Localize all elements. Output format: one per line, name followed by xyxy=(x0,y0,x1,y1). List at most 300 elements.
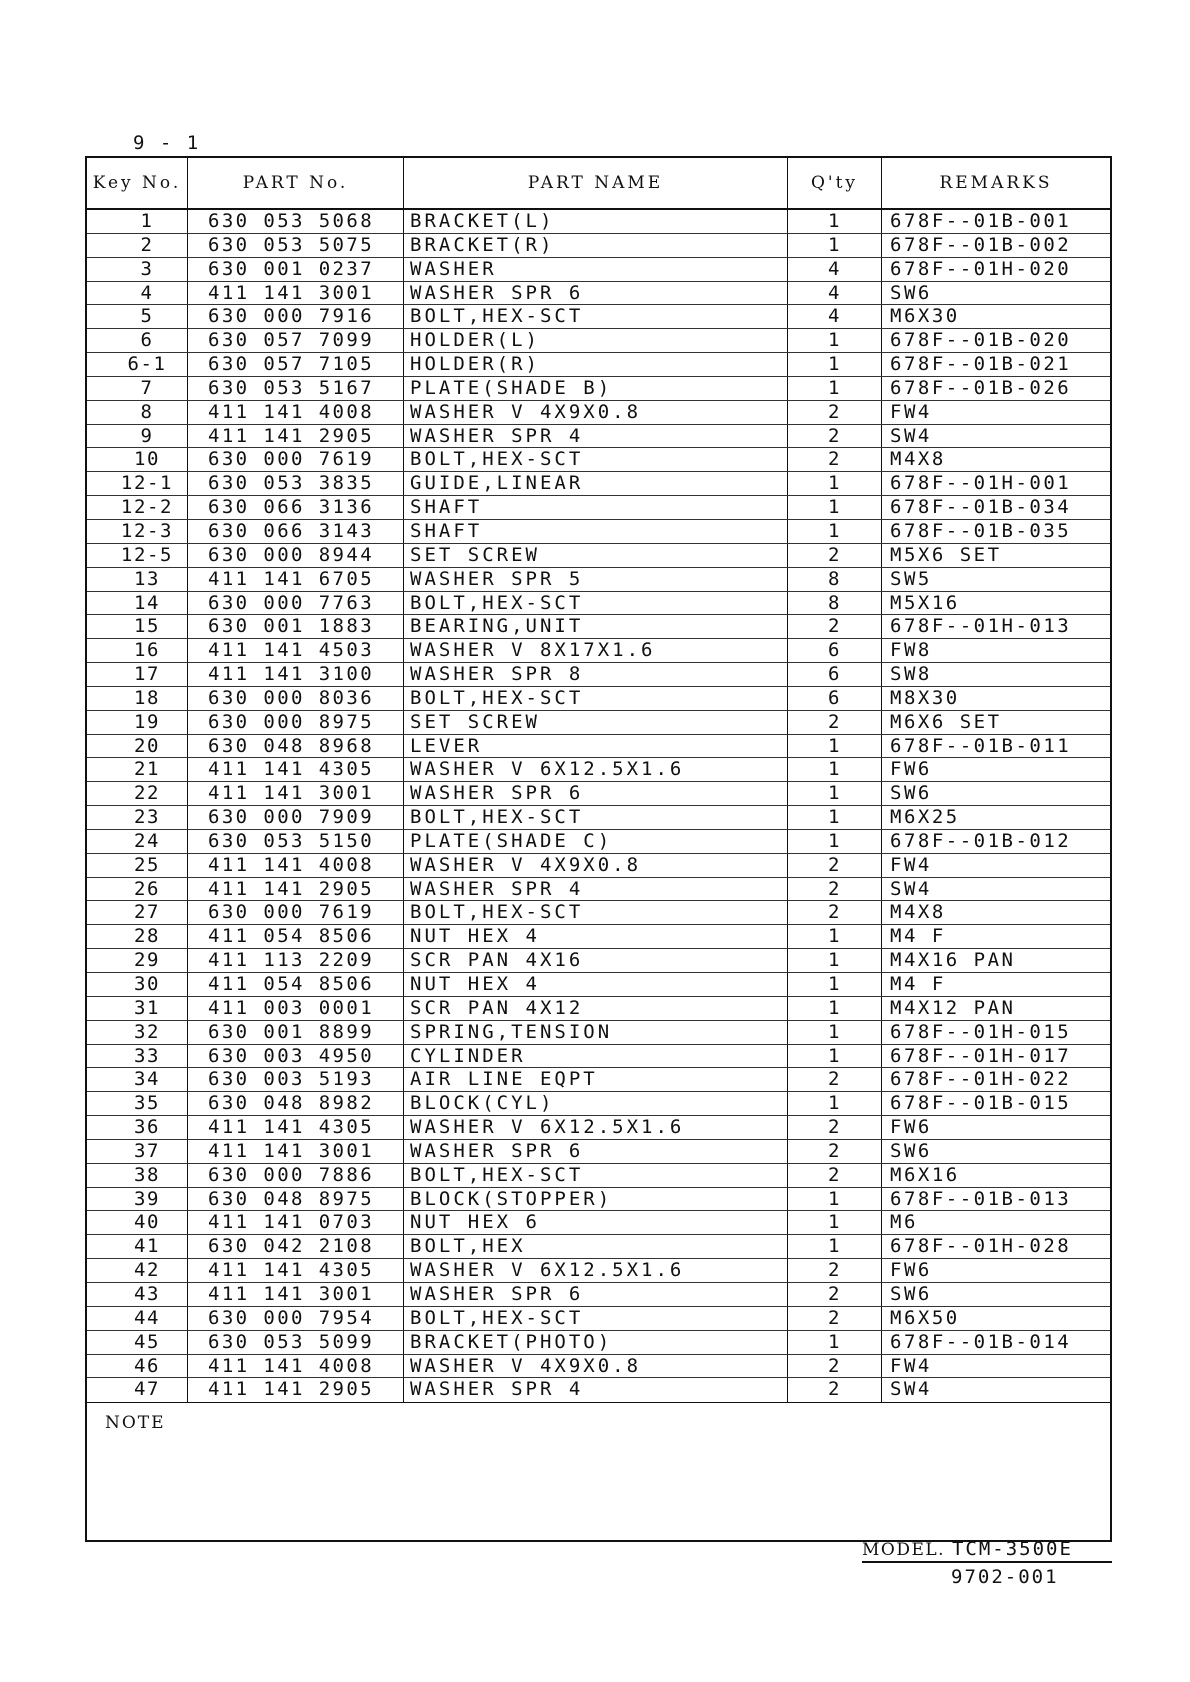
qty-cell: 2 xyxy=(788,878,882,901)
part-no-cell: 630 000 7886 xyxy=(188,1164,404,1187)
qty-cell: 2 xyxy=(788,401,882,424)
document-code: 9702-001 xyxy=(951,1566,1059,1588)
part-name-cell: SPRING,TENSION xyxy=(404,1021,788,1044)
remarks-cell: 678F--01B-034 xyxy=(890,496,1072,519)
part-name-cell: WASHER SPR 8 xyxy=(404,663,788,686)
key-no-cell: 42 xyxy=(87,1259,188,1282)
remarks-cell: M4X12 PAN xyxy=(890,996,1016,1019)
remarks-cell: M4 F xyxy=(890,925,946,948)
part-name-cell: NUT HEX 6 xyxy=(404,1211,788,1234)
remarks-cell: SW6 xyxy=(890,782,932,805)
qty-cell: 1 xyxy=(788,735,882,758)
qty-cell: 8 xyxy=(788,592,882,615)
part-no-cell: 630 000 7916 xyxy=(188,305,404,328)
part-no-cell: 411 113 2209 xyxy=(188,949,404,972)
remarks-cell: FW8 xyxy=(890,639,932,662)
part-no-cell: 411 141 3100 xyxy=(188,663,404,686)
parts-list-table xyxy=(85,156,1112,1542)
part-no-cell: 411 141 4008 xyxy=(188,1355,404,1378)
table-row xyxy=(87,1235,1110,1259)
part-name-cell: WASHER V 4X9X0.8 xyxy=(404,1355,788,1378)
table-row xyxy=(87,1211,1110,1235)
qty-cell: 2 xyxy=(788,615,882,638)
part-name-cell: LEVER xyxy=(404,735,788,758)
part-name-cell: WASHER V 8X17X1.6 xyxy=(404,639,788,662)
remarks-cell: 678F--01H-013 xyxy=(890,615,1072,638)
key-no-cell: 31 xyxy=(87,997,188,1020)
part-name-cell: BOLT,HEX-SCT xyxy=(404,687,788,710)
part-no-cell: 630 048 8975 xyxy=(188,1188,404,1211)
remarks-cell: 678F--01B-014 xyxy=(890,1330,1072,1353)
qty-cell: 1 xyxy=(788,1092,882,1115)
qty-cell: 8 xyxy=(788,568,882,591)
table-row xyxy=(87,520,1110,544)
qty-cell: 2 xyxy=(788,1164,882,1187)
part-no-cell: 630 066 3136 xyxy=(188,496,404,519)
key-no-cell: 26 xyxy=(87,878,188,901)
remarks-cell: FW6 xyxy=(890,1259,932,1282)
qty-cell: 1 xyxy=(788,1211,882,1234)
remarks-cell: FW6 xyxy=(890,1116,932,1139)
part-name-cell: SCR PAN 4X12 xyxy=(404,997,788,1020)
key-no-cell: 28 xyxy=(87,925,188,948)
remarks-cell: 678F--01H-017 xyxy=(890,1044,1072,1067)
part-name-cell: PLATE(SHADE C) xyxy=(404,830,788,853)
part-no-cell: 630 053 5150 xyxy=(188,830,404,853)
qty-cell: 2 xyxy=(788,1116,882,1139)
part-no-cell: 411 141 4008 xyxy=(188,854,404,877)
part-no-cell: 630 000 8975 xyxy=(188,711,404,734)
key-no-cell: 24 xyxy=(87,830,188,853)
remarks-cell: 678F--01B-021 xyxy=(890,353,1072,376)
key-no-cell: 43 xyxy=(87,1283,188,1306)
table-row xyxy=(87,1140,1110,1164)
remarks-cell: 678F--01B-002 xyxy=(890,233,1072,256)
qty-cell: 6 xyxy=(788,687,882,710)
key-no-cell: 34 xyxy=(87,1068,188,1091)
remarks-cell: SW4 xyxy=(890,1378,932,1401)
note-area xyxy=(87,1403,1110,1540)
model-label: MODEL. xyxy=(862,1540,946,1560)
remarks-cell: SW4 xyxy=(890,877,932,900)
key-no-cell: 33 xyxy=(87,1045,188,1068)
qty-cell: 1 xyxy=(788,973,882,996)
key-no-cell: 32 xyxy=(87,1021,188,1044)
remarks-cell: SW6 xyxy=(890,1282,932,1305)
part-no-cell: 630 000 8944 xyxy=(188,544,404,567)
key-no-cell: 21 xyxy=(87,758,188,781)
part-name-cell: BRACKET(PHOTO) xyxy=(404,1331,788,1354)
remarks-cell: SW8 xyxy=(890,663,932,686)
table-row xyxy=(87,1068,1110,1092)
part-name-cell: BOLT,HEX-SCT xyxy=(404,806,788,829)
table-row xyxy=(87,1045,1110,1069)
qty-cell: 1 xyxy=(788,1235,882,1258)
qty-cell: 1 xyxy=(788,1021,882,1044)
remarks-cell: 678F--01B-020 xyxy=(890,329,1072,352)
table-row xyxy=(87,305,1110,329)
remarks-cell: 678F--01B-015 xyxy=(890,1092,1072,1115)
part-name-cell: WASHER SPR 4 xyxy=(404,878,788,901)
part-no-cell: 630 001 8899 xyxy=(188,1021,404,1044)
remarks-cell: M6X30 xyxy=(890,305,960,328)
part-name-cell: SHAFT xyxy=(404,520,788,543)
part-no-cell: 630 003 4950 xyxy=(188,1045,404,1068)
qty-cell: 1 xyxy=(788,925,882,948)
part-name-cell: BEARING,UNIT xyxy=(404,615,788,638)
remarks-cell: FW4 xyxy=(890,400,932,423)
table-row xyxy=(87,210,1110,234)
part-name-cell: WASHER V 6X12.5X1.6 xyxy=(404,1116,788,1139)
remarks-cell: M6X16 xyxy=(890,1163,960,1186)
part-name-cell: BLOCK(CYL) xyxy=(404,1092,788,1115)
qty-cell: 1 xyxy=(788,496,882,519)
qty-cell: 2 xyxy=(788,711,882,734)
table-row xyxy=(87,1355,1110,1379)
part-name-cell: WASHER SPR 6 xyxy=(404,1283,788,1306)
key-no-cell: 4 xyxy=(87,282,188,305)
qty-cell: 2 xyxy=(788,425,882,448)
remarks-cell: SW6 xyxy=(890,1139,932,1162)
table-row xyxy=(87,711,1110,735)
key-no-cell: 14 xyxy=(87,592,188,615)
key-no-cell: 47 xyxy=(87,1378,188,1402)
part-no-cell: 411 003 0001 xyxy=(188,997,404,1020)
key-no-cell: 10 xyxy=(87,448,188,471)
remarks-cell: SW5 xyxy=(890,567,932,590)
part-name-cell: BLOCK(STOPPER) xyxy=(404,1188,788,1211)
header-part-no: PART No. xyxy=(188,158,404,208)
key-no-cell: 7 xyxy=(87,377,188,400)
part-name-cell: WASHER SPR 4 xyxy=(404,1378,788,1402)
remarks-cell: FW4 xyxy=(890,853,932,876)
part-no-cell: 630 000 7763 xyxy=(188,592,404,615)
part-no-cell: 411 141 6705 xyxy=(188,568,404,591)
part-no-cell: 630 053 5167 xyxy=(188,377,404,400)
remarks-cell: 678F--01B-035 xyxy=(890,519,1072,542)
qty-cell: 1 xyxy=(788,1331,882,1354)
remarks-cell: M6X6 SET xyxy=(890,710,1002,733)
qty-cell: 2 xyxy=(788,901,882,924)
part-no-cell: 411 141 0703 xyxy=(188,1211,404,1234)
key-no-cell: 2 xyxy=(87,234,188,257)
part-no-cell: 630 001 0237 xyxy=(188,258,404,281)
key-no-cell: 3 xyxy=(87,258,188,281)
part-name-cell: HOLDER(R) xyxy=(404,353,788,376)
table-row xyxy=(87,663,1110,687)
key-no-cell: 20 xyxy=(87,735,188,758)
note-label: NOTE xyxy=(105,1413,166,1434)
remarks-cell: 678F--01H-020 xyxy=(890,257,1072,280)
part-no-cell: 411 141 4305 xyxy=(188,758,404,781)
qty-cell: 1 xyxy=(788,758,882,781)
part-no-cell: 630 057 7099 xyxy=(188,329,404,352)
key-no-cell: 30 xyxy=(87,973,188,996)
table-row xyxy=(87,997,1110,1021)
model-value: TCM-3500E xyxy=(951,1538,1073,1560)
qty-cell: 2 xyxy=(788,1355,882,1378)
part-name-cell: BOLT,HEX-SCT xyxy=(404,1164,788,1187)
key-no-cell: 8 xyxy=(87,401,188,424)
part-name-cell: WASHER SPR 5 xyxy=(404,568,788,591)
part-no-cell: 630 001 1883 xyxy=(188,615,404,638)
qty-cell: 2 xyxy=(788,1307,882,1330)
part-name-cell: WASHER V 4X9X0.8 xyxy=(404,854,788,877)
qty-cell: 2 xyxy=(788,1140,882,1163)
remarks-cell: 678F--01B-026 xyxy=(890,376,1072,399)
remarks-cell: 678F--01B-001 xyxy=(890,210,1072,232)
remarks-cell: 678F--01H-022 xyxy=(890,1068,1072,1091)
table-row xyxy=(87,1116,1110,1140)
table-row xyxy=(87,925,1110,949)
part-name-cell: WASHER V 6X12.5X1.6 xyxy=(404,758,788,781)
table-row xyxy=(87,1259,1110,1283)
part-name-cell: WASHER SPR 6 xyxy=(404,282,788,305)
part-name-cell: PLATE(SHADE B) xyxy=(404,377,788,400)
qty-cell: 1 xyxy=(788,997,882,1020)
qty-cell: 1 xyxy=(788,806,882,829)
table-row xyxy=(87,854,1110,878)
part-no-cell: 630 066 3143 xyxy=(188,520,404,543)
table-body xyxy=(87,210,1110,1403)
key-no-cell: 12-2 xyxy=(87,496,188,519)
key-no-cell: 27 xyxy=(87,901,188,924)
part-name-cell: SET SCREW xyxy=(404,544,788,567)
qty-cell: 1 xyxy=(788,210,882,233)
table-row xyxy=(87,687,1110,711)
key-no-cell: 29 xyxy=(87,949,188,972)
table-row xyxy=(87,329,1110,353)
table-row xyxy=(87,401,1110,425)
part-name-cell: SHAFT xyxy=(404,496,788,519)
table-row xyxy=(87,758,1110,782)
part-name-cell: NUT HEX 4 xyxy=(404,973,788,996)
key-no-cell: 46 xyxy=(87,1355,188,1378)
key-no-cell: 22 xyxy=(87,782,188,805)
table-row xyxy=(87,973,1110,997)
table-row xyxy=(87,949,1110,973)
part-name-cell: HOLDER(L) xyxy=(404,329,788,352)
qty-cell: 1 xyxy=(788,830,882,853)
key-no-cell: 6-1 xyxy=(87,353,188,376)
part-no-cell: 411 141 2905 xyxy=(188,425,404,448)
part-no-cell: 630 042 2108 xyxy=(188,1235,404,1258)
part-no-cell: 630 000 7909 xyxy=(188,806,404,829)
remarks-cell: M6X25 xyxy=(890,806,960,829)
table-row xyxy=(87,1164,1110,1188)
remarks-cell: 678F--01B-011 xyxy=(890,734,1072,757)
part-no-cell: 411 141 3001 xyxy=(188,782,404,805)
qty-cell: 2 xyxy=(788,1378,882,1402)
remarks-cell: 678F--01H-001 xyxy=(890,472,1072,495)
part-no-cell: 630 053 5068 xyxy=(188,210,404,233)
table-row xyxy=(87,878,1110,902)
table-row xyxy=(87,1021,1110,1045)
qty-cell: 2 xyxy=(788,1259,882,1282)
part-name-cell: WASHER V 6X12.5X1.6 xyxy=(404,1259,788,1282)
part-name-cell: WASHER SPR 6 xyxy=(404,782,788,805)
part-name-cell: WASHER xyxy=(404,258,788,281)
key-no-cell: 36 xyxy=(87,1116,188,1139)
key-no-cell: 6 xyxy=(87,329,188,352)
part-name-cell: BOLT,HEX-SCT xyxy=(404,1307,788,1330)
part-name-cell: CYLINDER xyxy=(404,1045,788,1068)
remarks-cell: M4X8 xyxy=(890,901,946,924)
remarks-cell: 678F--01H-015 xyxy=(890,1020,1072,1043)
table-row xyxy=(87,1331,1110,1355)
page-number: 9 - 1 xyxy=(133,132,201,154)
part-no-cell: 630 003 5193 xyxy=(188,1068,404,1091)
qty-cell: 1 xyxy=(788,353,882,376)
part-no-cell: 411 141 4503 xyxy=(188,639,404,662)
qty-cell: 2 xyxy=(788,1068,882,1091)
key-no-cell: 17 xyxy=(87,663,188,686)
part-name-cell: SET SCREW xyxy=(404,711,788,734)
part-name-cell: BOLT,HEX-SCT xyxy=(404,305,788,328)
remarks-cell: M8X30 xyxy=(890,686,960,709)
table-row xyxy=(87,592,1110,616)
qty-cell: 1 xyxy=(788,329,882,352)
part-name-cell: BOLT,HEX-SCT xyxy=(404,592,788,615)
qty-cell: 6 xyxy=(788,663,882,686)
header-qty: Q'ty xyxy=(788,158,882,208)
part-no-cell: 411 141 4305 xyxy=(188,1116,404,1139)
part-no-cell: 630 053 5075 xyxy=(188,234,404,257)
part-name-cell: SCR PAN 4X16 xyxy=(404,949,788,972)
table-header xyxy=(87,158,1110,210)
part-name-cell: BOLT,HEX xyxy=(404,1235,788,1258)
remarks-cell: SW6 xyxy=(890,281,932,304)
table-row xyxy=(87,544,1110,568)
key-no-cell: 16 xyxy=(87,639,188,662)
remarks-cell: M4X8 xyxy=(890,448,946,471)
table-row xyxy=(87,1283,1110,1307)
table-row xyxy=(87,282,1110,306)
qty-cell: 4 xyxy=(788,258,882,281)
part-name-cell: BRACKET(L) xyxy=(404,210,788,233)
remarks-cell: M4X16 PAN xyxy=(890,949,1016,972)
remarks-cell: 678F--01B-012 xyxy=(890,829,1072,852)
table-row xyxy=(87,1378,1110,1402)
part-name-cell: AIR LINE EQPT xyxy=(404,1068,788,1091)
part-no-cell: 411 141 2905 xyxy=(188,1378,404,1402)
key-no-cell: 15 xyxy=(87,615,188,638)
key-no-cell: 19 xyxy=(87,711,188,734)
part-no-cell: 411 054 8506 xyxy=(188,925,404,948)
table-row xyxy=(87,425,1110,449)
table-row xyxy=(87,472,1110,496)
remarks-cell: M6 xyxy=(890,1211,918,1234)
remarks-cell: M5X16 xyxy=(890,591,960,614)
key-no-cell: 38 xyxy=(87,1164,188,1187)
table-row xyxy=(87,496,1110,520)
header-key-no: Key No. xyxy=(87,158,188,208)
qty-cell: 2 xyxy=(788,1283,882,1306)
table-row xyxy=(87,806,1110,830)
key-no-cell: 12-1 xyxy=(87,472,188,495)
part-no-cell: 630 057 7105 xyxy=(188,353,404,376)
key-no-cell: 44 xyxy=(87,1307,188,1330)
part-no-cell: 411 141 4305 xyxy=(188,1259,404,1282)
part-no-cell: 630 000 8036 xyxy=(188,687,404,710)
part-no-cell: 630 048 8968 xyxy=(188,735,404,758)
remarks-cell: 678F--01H-028 xyxy=(890,1235,1072,1258)
qty-cell: 1 xyxy=(788,1188,882,1211)
part-name-cell: BOLT,HEX-SCT xyxy=(404,448,788,471)
table-row xyxy=(87,830,1110,854)
qty-cell: 1 xyxy=(788,782,882,805)
qty-cell: 1 xyxy=(788,949,882,972)
qty-cell: 4 xyxy=(788,282,882,305)
part-no-cell: 630 000 7619 xyxy=(188,901,404,924)
table-row xyxy=(87,1188,1110,1212)
qty-cell: 1 xyxy=(788,520,882,543)
remarks-cell: M4 F xyxy=(890,973,946,995)
table-row xyxy=(87,901,1110,925)
qty-cell: 1 xyxy=(788,377,882,400)
key-no-cell: 5 xyxy=(87,305,188,328)
key-no-cell: 23 xyxy=(87,806,188,829)
part-no-cell: 630 000 7954 xyxy=(188,1307,404,1330)
key-no-cell: 1 xyxy=(87,210,188,233)
remarks-cell: M5X6 SET xyxy=(890,543,1002,566)
part-name-cell: BOLT,HEX-SCT xyxy=(404,901,788,924)
part-name-cell: BRACKET(R) xyxy=(404,234,788,257)
table-row xyxy=(87,377,1110,401)
key-no-cell: 9 xyxy=(87,425,188,448)
qty-cell: 6 xyxy=(788,639,882,662)
table-row xyxy=(87,1092,1110,1116)
table-row xyxy=(87,639,1110,663)
remarks-cell: FW4 xyxy=(890,1354,932,1377)
table-row xyxy=(87,735,1110,759)
key-no-cell: 12-3 xyxy=(87,520,188,543)
header-part-name: PART NAME xyxy=(404,158,788,208)
part-name-cell: WASHER SPR 4 xyxy=(404,425,788,448)
part-no-cell: 411 141 4008 xyxy=(188,401,404,424)
key-no-cell: 40 xyxy=(87,1211,188,1234)
qty-cell: 2 xyxy=(788,544,882,567)
part-no-cell: 630 053 3835 xyxy=(188,472,404,495)
part-no-cell: 630 048 8982 xyxy=(188,1092,404,1115)
remarks-cell: M6X50 xyxy=(890,1306,960,1329)
part-no-cell: 411 141 3001 xyxy=(188,1140,404,1163)
key-no-cell: 41 xyxy=(87,1235,188,1258)
part-name-cell: GUIDE,LINEAR xyxy=(404,472,788,495)
table-row xyxy=(87,258,1110,282)
part-name-cell: NUT HEX 4 xyxy=(404,925,788,948)
table-row xyxy=(87,568,1110,592)
remarks-cell: FW6 xyxy=(890,758,932,781)
remarks-cell: SW4 xyxy=(890,424,932,447)
key-no-cell: 39 xyxy=(87,1188,188,1211)
qty-cell: 1 xyxy=(788,234,882,257)
part-no-cell: 630 053 5099 xyxy=(188,1331,404,1354)
key-no-cell: 12-5 xyxy=(87,544,188,567)
table-row xyxy=(87,1307,1110,1331)
table-row xyxy=(87,353,1110,377)
part-no-cell: 411 054 8506 xyxy=(188,973,404,996)
key-no-cell: 25 xyxy=(87,854,188,877)
key-no-cell: 45 xyxy=(87,1331,188,1354)
qty-cell: 2 xyxy=(788,448,882,471)
table-row xyxy=(87,448,1110,472)
header-remarks: REMARKS xyxy=(939,173,1053,193)
model-line xyxy=(862,1538,1112,1563)
part-no-cell: 411 141 2905 xyxy=(188,878,404,901)
part-no-cell: 630 000 7619 xyxy=(188,448,404,471)
table-row xyxy=(87,782,1110,806)
